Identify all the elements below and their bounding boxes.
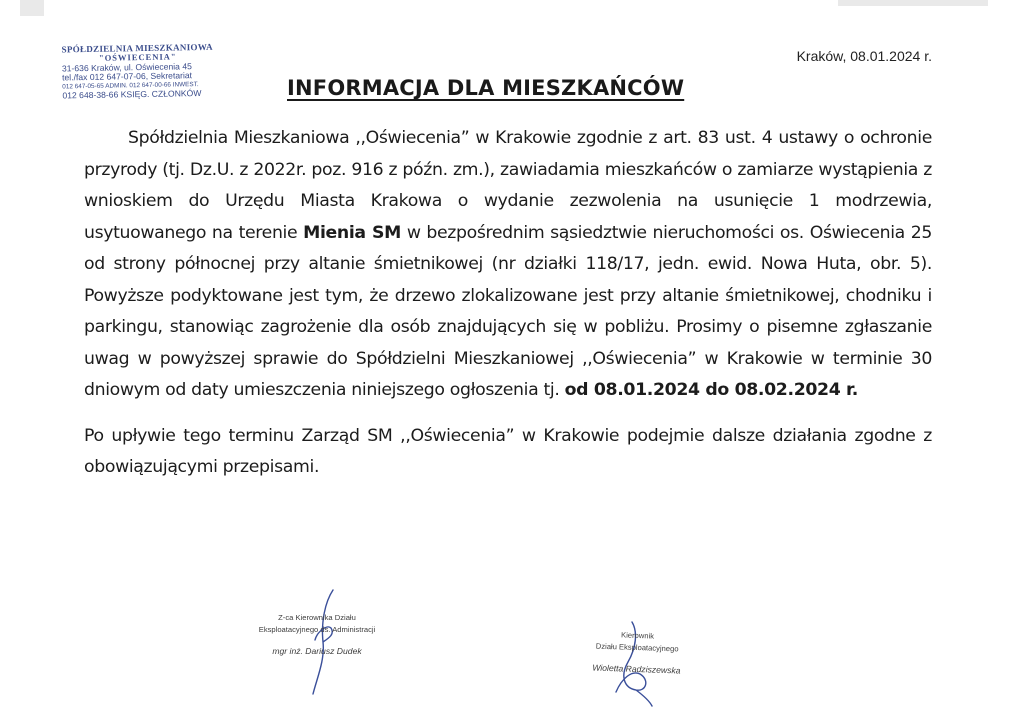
paragraph-closing: Po upływie tego terminu Zarząd SM ,,Oświecenia” w Krakowie podejmie dalsze działania zgodne z obowiązującymi przepisami. [84, 425, 932, 477]
stamp-org-subtitle: "OŚWIECENIA" [98, 51, 177, 64]
stamp-phone-fax: tel./fax 012 647-07-06, Sekretariat [62, 70, 193, 83]
paragraph-main [84, 123, 932, 407]
scan-artifact [838, 0, 988, 6]
stamp-phone-accounting: 012 648-38-66 KSIĘG. CZŁONKÓW [62, 87, 202, 101]
stamp-org-name: SPÓŁDZIELNIA MIESZKANIOWA [61, 41, 213, 55]
paragraph-main-bold-property: Mienia SM [303, 222, 401, 243]
stamp-phones-small: 012 647-05-65 ADMIN. 012 647-00-66 INWEST. [62, 80, 199, 91]
cooperative-stamp [62, 43, 229, 101]
paragraph-main-text-1: Spółdzielnia Mieszkaniowa ,,Oświecenia” w Krakowie zgodnie z art. 83 ust. 4 ustawy o ochronie przyrody (tj. Dz.U. z 2022r. poz. 916 z późn. zm.), zawiadamia mieszkańców o zamiarze wystąpienia z wnioskiem do Urzędu Miasta Krakowa o wydanie zezwolenia na usunięcie 1 modrzewia, usytuowanego na terenie [84, 128, 932, 243]
document-body [84, 123, 932, 484]
signature-right-name: Wioletta Radziszewska [592, 662, 681, 676]
paragraph-main-bold-dates: od 08.01.2024 do 08.02.2024 r. [564, 380, 858, 400]
signature-left-title-1: Z-ca Kierownika Działu [278, 613, 356, 622]
signature-right-title-1: Kierownik [620, 630, 655, 641]
signature-left-title-2: Eksploatacyjnego ds. Administracji [258, 625, 376, 634]
document-date: Kraków, 08.01.2024 r. [796, 48, 932, 64]
paragraph-main-text-2: w bezpośrednim sąsiedztwie nieruchomości os. Oświecenia 25 od strony północnej przy altanie śmietnikowej (nr działki 118/17, jedn. ewid. Nowa Huta, obr. 5). Powyższe podyktowane jest tym, że drzewo zlokalizowane jest przy altanie śmietnikowej, chodniku i parkingu, stanowiąc zagrożenie dla osób znajdujących się w pobliżu. Prosimy o pisemne zgłaszanie uwag w powyższej sprawie do Spółdzielni Mieszkaniowej ,,Oświecenia” w Krakowie w terminie 30 dniowym od daty umieszczenia niniejszego ogłoszenia tj. [84, 222, 932, 400]
signature-block-left [228, 612, 406, 657]
document-title: INFORMACJA DLA MIESZKAŃCÓW [287, 76, 685, 100]
signature-block-right [561, 627, 712, 677]
signature-right-title-2: Działu Eksploatacyjnego [595, 641, 679, 654]
signature-left-name: mgr inż. Dariusz Dudek [272, 646, 362, 656]
stamp-address: 31-636 Kraków, ul. Oświecenia 45 [61, 60, 192, 74]
scan-artifact [20, 0, 44, 16]
